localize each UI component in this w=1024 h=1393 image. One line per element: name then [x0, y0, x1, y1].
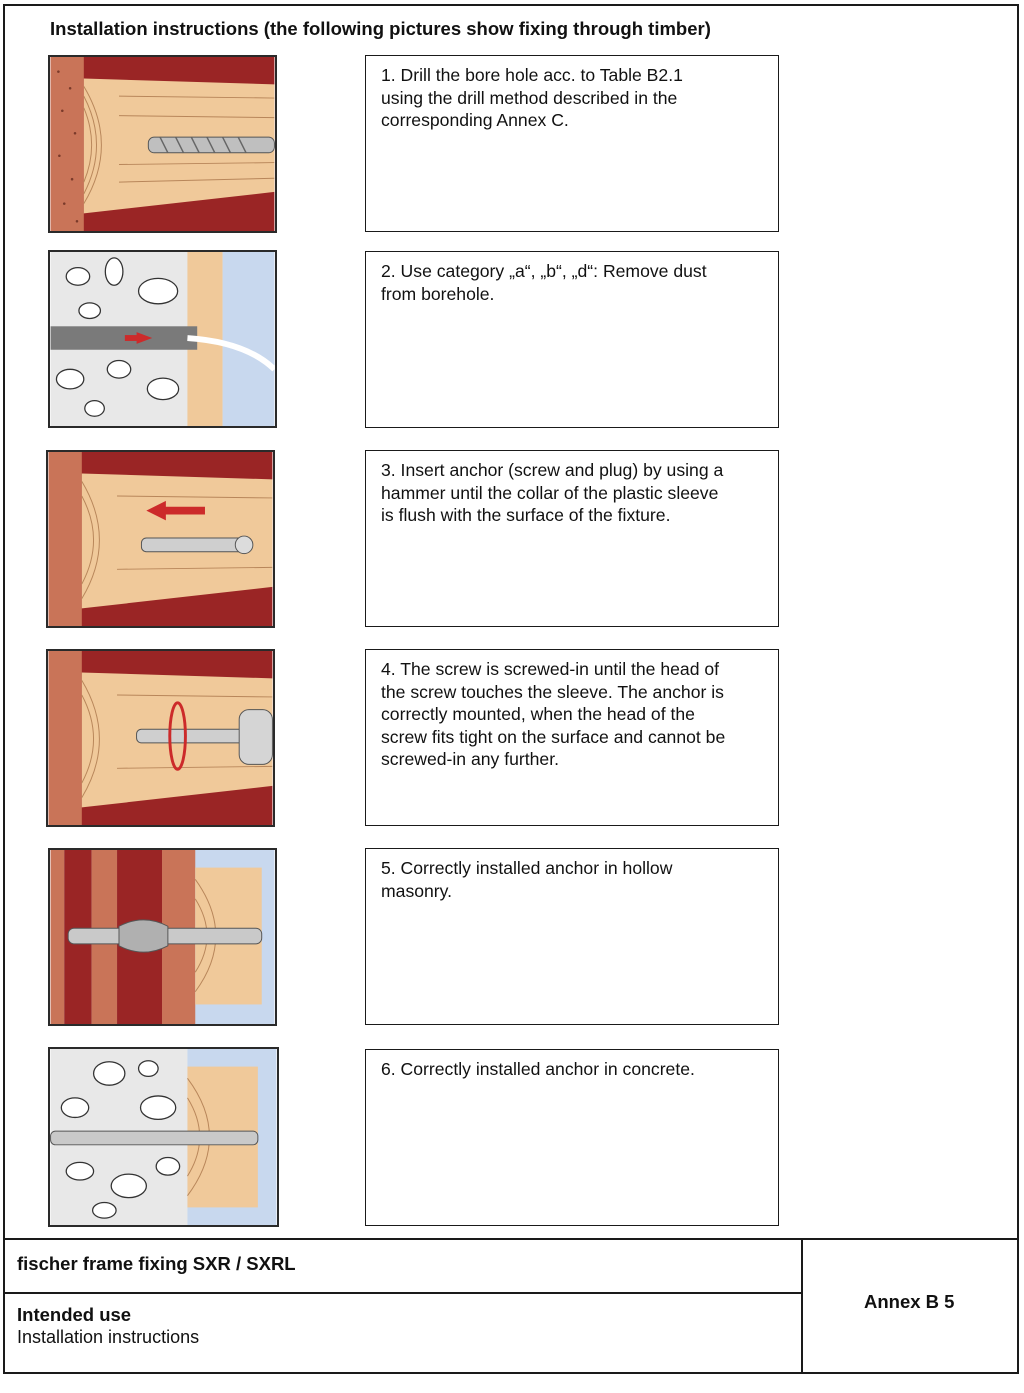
step-5-text: 5. Correctly installed anchor in hollow masonry. — [381, 858, 673, 901]
step-4-box — [365, 649, 779, 826]
step-1-box — [365, 55, 779, 232]
blow-out-icon — [50, 252, 275, 426]
illustration-screw-in — [46, 649, 275, 827]
illustration-concrete — [48, 1047, 279, 1227]
annex-label: Annex B 5 — [864, 1291, 955, 1312]
illustration-blow-out — [48, 250, 277, 428]
footer-divider-top — [3, 1238, 1019, 1240]
step-6-box — [365, 1049, 779, 1226]
product-name: fischer frame fixing SXR / SXRL — [17, 1253, 296, 1274]
step-2-text: 2. Use category „a“, „b“, „d“: Remove dust from borehole. — [381, 261, 707, 304]
drill-bit-icon — [50, 57, 275, 231]
illustration-hollow-masonry — [48, 848, 277, 1026]
step-6-text: 6. Correctly installed anchor in concrete. — [381, 1059, 695, 1079]
step-5-box — [365, 848, 779, 1025]
footer-divider-middle — [3, 1292, 803, 1294]
step-3-box — [365, 450, 779, 627]
footer-divider-vertical — [801, 1238, 803, 1374]
step-2-box — [365, 251, 779, 428]
page-heading: Installation instructions (the following pictures show fixing through timber) — [50, 18, 711, 39]
screwdriver-icon — [48, 651, 273, 825]
intended-use-subtitle: Installation instructions — [17, 1327, 200, 1347]
illustration-drill — [48, 55, 277, 233]
concrete-anchor-icon — [50, 1049, 277, 1225]
intended-use-title: Intended use — [17, 1304, 132, 1325]
step-1-text: 1. Drill the bore hole acc. to Table B2.1 using the drill method described in the corresponding Annex C. — [381, 65, 683, 130]
step-3-text: 3. Insert anchor (screw and plug) by using a hammer until the collar of the plastic sleeve is flush with the surface of the fixture. — [381, 460, 724, 525]
illustration-insert-anchor — [46, 450, 275, 628]
anchor-insert-icon — [48, 452, 273, 626]
hollow-masonry-icon — [50, 850, 275, 1024]
step-4-text: 4. The screw is screwed-in until the head of the screw touches the sleeve. The anchor is correctly mounted, when the head of the screw fits tight on the surface and cannot be screwed-in any further. — [381, 659, 726, 769]
